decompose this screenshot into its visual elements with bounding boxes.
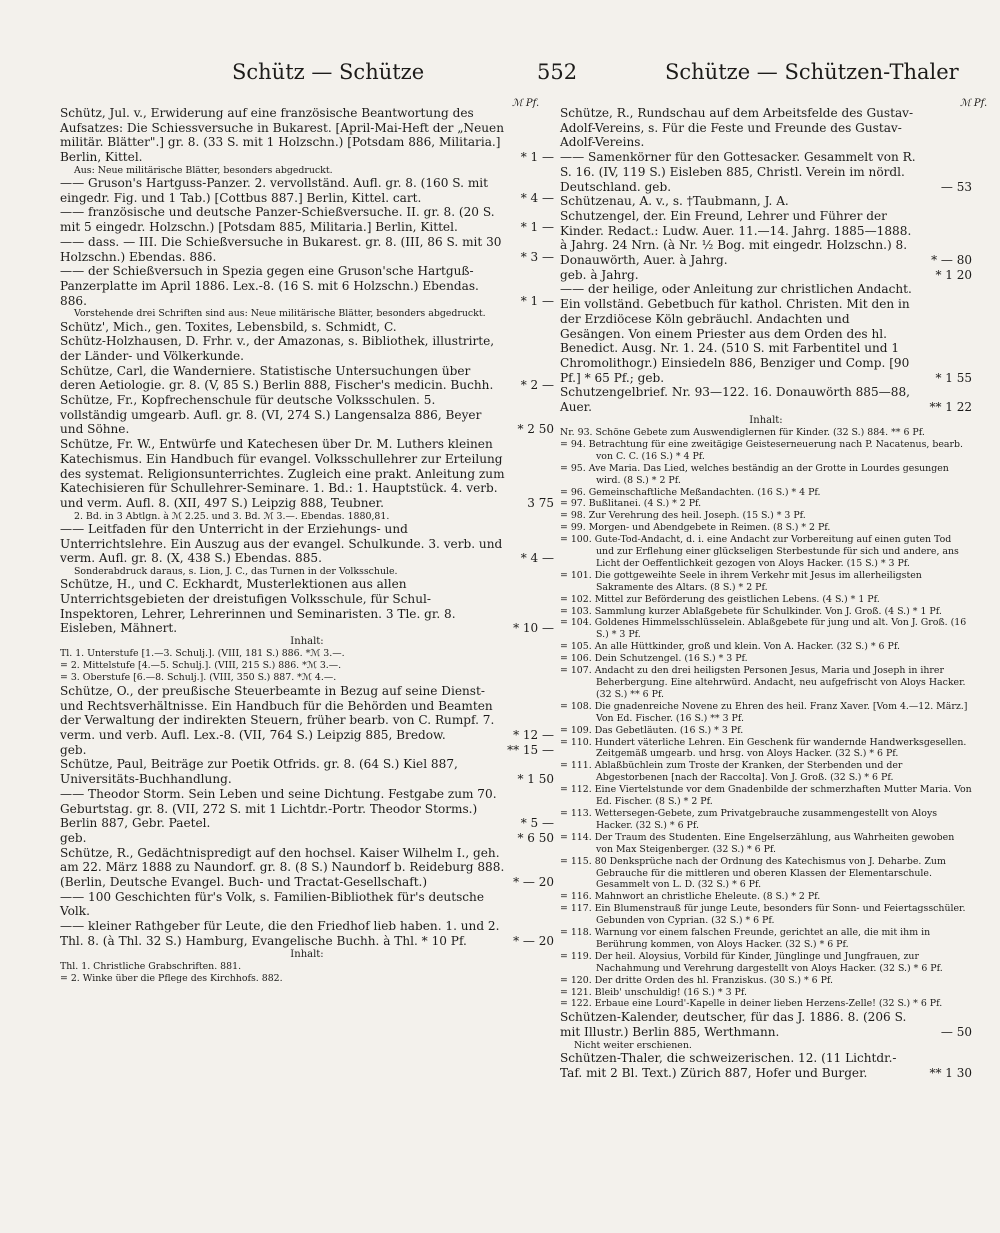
- left-entry: [60, 205, 554, 234]
- entry-text: —— Leitfaden für den Unterricht in der Erziehungs- und Unterrichtslehre. Ein Auszug aus der evangel. Schulkunde. 3. verb. und verm. Aufl. gr. 8. (X, 438 S.) Ebendas. 885.: [60, 521, 503, 566]
- entry-text: Schütz-Holzhausen, D. Frhr. v., der Amazonas, s. Bibliothek, illustrirte, der Länder- und Völkerkunde.: [60, 334, 495, 363]
- right-contents-item: = 112. Eine Viertelstunde vor dem Gnadenbilde der schmerzhaften Mutter Maria. Von Ed. Fischer. (8 S.) * 2 Pf.: [560, 784, 972, 808]
- entry-price: * — 20: [513, 933, 554, 948]
- left-entry: [60, 393, 554, 437]
- left-contents-heading: Inhalt:: [290, 636, 324, 648]
- entry-price: — 53: [940, 179, 972, 194]
- left-entry: [60, 846, 554, 890]
- entry-text: Schütze, R., Rundschau auf dem Arbeitsfelde des Gustav-Adolf-Vereins, s. Für die Feste und Freunde des Gustav-Adolf-Vereins.: [560, 106, 914, 150]
- entry-price: * — 80: [931, 253, 972, 268]
- left-entry: [60, 757, 554, 786]
- right-contents-item: = 102. Mittel zur Beförderung des geistlichen Lebens. (4 S.) * 1 Pf.: [560, 593, 880, 605]
- entry-price: * 12 —: [513, 728, 554, 743]
- left-entry: [60, 320, 554, 335]
- entry-text: Schutzengelbrief. Nr. 93—122. 16. Donauwörth 885—88, Auer.: [560, 385, 910, 415]
- left-entry: [60, 787, 554, 831]
- right-contents-item: = 107. Andacht zu den drei heiligsten Personen Jesus, Maria und Joseph in ihrer Beherbergung. Eine altehrwürd. Andacht, neu aufgefrischt von Aloys Hacker. (32 S.) ** 6 Pf.: [560, 665, 966, 700]
- right-entry: [560, 1051, 972, 1080]
- left-entry: [60, 106, 554, 165]
- entry-price: * 2 50: [517, 422, 554, 437]
- right-contents-item: = 97. Bußlitanei. (4 S.) * 2 Pf.: [560, 498, 702, 510]
- right-contents-item: = 105. An alle Hüttkinder, groß und klein. Von A. Hacker. (32 S.) * 6 Pf.: [560, 641, 900, 653]
- entry-price: * 4 —: [520, 190, 554, 205]
- entry-text: —— Gruson's Hartguss-Panzer. 2. vervollständ. Aufl. gr. 8. (160 S. mit eingedr. Fig. und 1 Tab.) [Cottbus 887.] Berlin, Kittel. cart.: [60, 176, 489, 205]
- right-contents-item: = 98. Zur Verehrung des heil. Joseph. (15 S.) * 3 Pf.: [560, 510, 806, 522]
- entry-text: Schutzengel, der. Ein Freund, Lehrer und Führer der Kinder. Redact.: Ludw. Auer. 11.—14. Jahrg. 1885—1888. à Jahrg. 24 Nrn. (à Nr. ½ Bog. mit eingedr. Holzschn.) 8. Donauwörth, Auer. à Jahrg.: [560, 208, 912, 268]
- running-head-left: Schütz — Schütze: [232, 60, 425, 84]
- left-entry: [60, 235, 554, 264]
- entry-text: Schütz', Mich., gen. Toxites, Lebensbild, s. Schmidt, C.: [60, 319, 397, 334]
- entry-text: Schütze, Fr. W., Entwürfe und Katechesen über Dr. M. Luthers kleinen Katechismus. Ein Handbuch für evangel. Volksschullehrer zur Erteilung des systemat. Religionsunterrichtes. Zugleich eine prakt. Anleitung zum Katechisieren für Schullehrer-Seminare. 1. Bd.: 1. Hauptstück. 4. verb. und verm. Aufl. 8. (XII, 497 S.) Leipzig 888, Teubner.: [60, 437, 505, 510]
- left-entry: [60, 264, 554, 308]
- entry-text: Schützen-Kalender, deutscher, für das J. 1886. 8. (206 S. mit Illustr.) Berlin 885, Werthmann.: [560, 1010, 907, 1040]
- entry-price: — 50: [940, 1025, 972, 1040]
- entry-text: Schützen-Thaler, die schweizerischen. 12. (11 Lichtdr.-Taf. mit 2 Bl. Text.) Zürich 887, Hofer und Burger.: [560, 1050, 897, 1080]
- right-contents-item: = 115. 80 Denksprüche nach der Ordnung des Katechismus von J. Deharbe. Zum Gebrauche für die mittleren und oberen Klassen der Elementarschule. Gesammelt von L. D. (32 S.) * 6 Pf.: [560, 855, 946, 891]
- entry-price: * 1 —: [520, 150, 554, 165]
- left-contents-item: Tl. 1. Unterstufe [1.—3. Schulj.]. (VIII, 181 S.) 886. *ℳ 3.—.: [60, 648, 345, 660]
- right-entry: [560, 282, 972, 385]
- entry-text: Schütze, R., Gedächtnispredigt auf den hochsel. Kaiser Wilhelm I., geh. am 22. März 1888 zu Naundorf. gr. 8. (8 S.) Naundorf b. Reideburg 888. (Berlin, Deutsche Evangel. Buch- und Tractat-Gesellschaft.): [60, 845, 505, 890]
- entry-price: * 4 —: [520, 551, 554, 566]
- right-contents-item: = 113. Wettersegen-Gebete, zum Privatgebrauche zusammengestellt von Aloys Hacker. (32 S.) * 6 Pf.: [560, 807, 938, 831]
- right-contents-item: = 121. Bleib' unschuldig! (16 S.) * 3 Pf.: [560, 986, 747, 998]
- right-contents-item: = 117. Ein Blumenstrauß für junge Leute, besonders für Sonn- und Feiertagsschüler. Gebunden von Cyprian. (32 S.) * 6 Pf.: [560, 903, 966, 927]
- entry-text: Schütze, O., der preußische Steuerbeamte in Bezug auf seine Dienst- und Rechtsverhältnisse. Ein Handbuch für die Behörden und Beamten der Verwaltung der indirekten Steuern, früher bearb. von C. Rumpf. 7. verm. und verb. Aufl. Lex.-8. (VII, 764 S.) Leipzig 885, Bredow.: [60, 683, 495, 743]
- entry-price: ** 1 22: [929, 400, 972, 415]
- right-contents-item: = 104. Goldenes Himmelsschlüsselein. Ablaßgebete für jung und alt. Von J. Groß. (16 S.) * 3 Pf.: [560, 617, 967, 641]
- right-contents-item: = 111. Ablaßbüchlein zum Troste der Kranken, der Sterbenden und der Abgestorbenen [nach der Raccolta]. Von J. Groß. (32 S.) * 6 Pf.: [560, 760, 903, 784]
- right-entry: [560, 106, 972, 150]
- entry-price: * 10 —: [513, 621, 554, 636]
- left-note: Vorstehende drei Schriften sind aus: Neue militärische Blätter, besonders abgedruckt.: [74, 308, 486, 320]
- right-note: Nicht weiter erschienen.: [574, 1039, 692, 1051]
- right-contents-heading: Inhalt:: [749, 414, 783, 426]
- right-contents-item: = 95. Ave Maria. Das Lied, welches beständig an der Grotte in Lourdes gesungen wird. (8 S.) * 2 Pf.: [560, 462, 949, 486]
- page-number: 552: [537, 60, 578, 84]
- left-note: Aus: Neue militärische Blätter, besonders abgedruckt.: [74, 164, 333, 176]
- right-contents-item: = 103. Sammlung kurzer Ablaßgebete für Schulkinder. Von J. Groß. (4 S.) * 1 Pf.: [560, 605, 942, 617]
- entry-text: Schütze, Carl, die Wanderniere. Statistische Untersuchungen über deren Aetiologie. gr. 8. (V, 85 S.) Berlin 888, Fischer's medicin. Buchh.: [60, 363, 494, 393]
- right-contents-item: = 119. Der heil. Aloysius, Vorbild für Kinder, Jünglinge und Jungfrauen, zur Nachahmung und Verehrung dargestellt von Aloys Hacker. (32 S.) * 6 Pf.: [560, 950, 943, 974]
- entry-text: Schützenau, A. v., s. †Taubmann, J. A.: [560, 194, 789, 209]
- entry-price: * 1 20: [935, 267, 972, 282]
- right-contents-item: = 109. Das Gebetläuten. (16 S.) * 3 Pf.: [560, 724, 744, 736]
- right-contents-item: = 110. Hundert väterliche Lehren. Ein Geschenk für wandernde Handwerksgesellen. Zeitgemäß umgearb. und hrsg. von Aloys Hacker. (32 S.) * 6 Pf.: [560, 736, 967, 760]
- left-entry: [60, 364, 554, 393]
- entry-text: —— dass. — III. Die Schießversuche in Bukarest. gr. 8. (III, 86 S. mit 30 Holzschn.) Ebendas. 886.: [60, 234, 502, 264]
- right-contents-item: = 122. Erbaue eine Lourd'-Kapelle in deiner lieben Herzens-Zelle! (32 S.) * 6 Pf.: [560, 998, 943, 1010]
- right-contents-item: = 108. Die gnadenreiche Novene zu Ehren des heil. Franz Xaver. [Vom 4.—12. März.] Von Ed. Fischer. (16 S.) ** 3 Pf.: [560, 700, 968, 724]
- entry-price: * 3 —: [520, 249, 554, 264]
- left-entry: [60, 919, 554, 948]
- entry-text: —— Samenkörner für den Gottesacker. Gesammelt von R. S. 16. (IV, 119 S.) Eisleben 885, Christl. Verein im nördl. Deutschland. geb.: [560, 150, 916, 194]
- entry-text: Schütz, Jul. v., Erwiderung auf eine französische Beantwortung des Aufsatzes: Die Schiessversuche in Bukarest. [April-Mai-Heft der „Neuen militär. Blätter".] gr. 8. (33 S. mit 1 Holzschn.) [Potsdam 886, Militaria.] Berlin, Kittel.: [60, 106, 505, 165]
- left-contents-item: Thl. 1. Christliche Grabschriften. 881.: [60, 960, 242, 972]
- right-contents-item: = 118. Warnung vor einem falschen Freunde, gerichtet an alle, die mit ihm in Berührung kommen, von Aloys Hacker. (32 S.) * 6 Pf.: [560, 927, 931, 950]
- left-entry: [60, 522, 554, 566]
- left-contents-item: = 2. Mittelstufe [4.—5. Schulj.]. (VIII, 215 S.) 886. *ℳ 3.—.: [60, 660, 342, 672]
- entry-price: ** 1 30: [929, 1065, 972, 1080]
- entry-price: ** 15 —: [507, 742, 554, 757]
- left-contents-item: = 3. Oberstufe [6.—8. Schulj.]. (VIII, 350 S.) 887. *ℳ 4.—.: [60, 672, 337, 684]
- left-entry: [60, 577, 554, 636]
- right-entry: [560, 194, 972, 209]
- running-head-right: Schütze — Schützen-Thaler: [665, 60, 959, 84]
- entry-text: —— der heilige, oder Anleitung zur christlichen Andacht. Ein vollständ. Gebetbuch für kathol. Christen. Mit den in der Erzdiöcese Köln gebräuchl. Andachten und Gesängen. Von einem Priester aus dem Orden des hl. Benedict. Ausg. Nr. 1. 24. (510 S. mit Farbentitel und 1 Chromolithogr.) Einsiedeln 886, Benziger und Comp. [90 Pf.] * 65 Pf.; geb.: [560, 282, 912, 385]
- entry-text: —— Theodor Storm. Sein Leben und seine Dichtung. Festgabe zum 70. Geburtstag. gr. 8. (VII, 272 S. mit 1 Lichtdr.-Portr. Theodor Storms.) Berlin 887, Gebr. Paetel.: [60, 786, 497, 831]
- left-note: Sonderabdruck daraus, s. Lion, J. C., das Turnen in der Volksschule.: [74, 566, 398, 577]
- left-entry: [60, 684, 554, 743]
- right-entry: [560, 1010, 972, 1039]
- left-entry: [60, 334, 554, 363]
- entry-price: * 1 50: [517, 772, 554, 787]
- left-entry: [60, 831, 554, 846]
- entry-price: * 1 55: [935, 370, 972, 385]
- left-entry: [60, 437, 554, 511]
- right-contents-item: Nr. 93. Schöne Gebete zum Auswendiglernen für Kinder. (32 S.) 884. ** 6 Pf.: [560, 426, 925, 438]
- entry-price: * 1 —: [520, 220, 554, 235]
- entry-text: —— der Schießversuch in Spezia gegen eine Gruson'sche Hartguß-Panzerplatte im April 1886. Lex.-8. (16 S. mit 6 Holzschn.) Ebendas. 886.: [60, 264, 479, 308]
- entry-text: geb.: [60, 742, 87, 757]
- left-note: 2. Bd. in 3 Abtlgn. à ℳ 2.25. und 3. Bd. ℳ 3.—. Ebendas. 1880,81.: [74, 510, 390, 522]
- left-contents-item: = 2. Winke über die Pflege des Kirchhofs. 882.: [60, 972, 283, 984]
- left-contents-heading: Inhalt:: [290, 948, 324, 960]
- right-contents-item: = 96. Gemeinschaftliche Meßandachten. (16 S.) * 4 Pf.: [560, 486, 821, 498]
- left-entry: [60, 176, 554, 205]
- price-column-heading-left: ℳ Pf.: [512, 98, 540, 109]
- entry-text: Schütze, H., und C. Eckhardt, Musterlektionen aus allen Unterrichtsgebieten der dreistufigen Volksschule, für Schul-Inspektoren, Lehrer, Lehrerinnen und Seminaristen. 3 Tle. gr. 8. Eisleben, Mähnert.: [60, 577, 456, 636]
- entry-text: geb. à Jahrg.: [560, 267, 639, 282]
- right-contents-item: = 99. Morgen- und Abendgebete in Reimen. (8 S.) * 2 Pf.: [560, 522, 831, 534]
- left-entry: [60, 890, 554, 919]
- entry-text: —— kleiner Rathgeber für Leute, die den Friedhof lieb haben. 1. und 2. Thl. 8. (à Thl. 32 S.) Hamburg, Evangelische Buchh. à Thl. * 10 Pf.: [60, 919, 500, 948]
- right-contents-item: = 116. Mahnwort an christliche Eheleute. (8 S.) * 2 Pf.: [560, 891, 821, 903]
- right-contents-item: = 120. Der dritte Orden des hl. Franziskus. (30 S.) * 6 Pf.: [560, 974, 833, 986]
- entry-price: * — 20: [513, 875, 554, 890]
- right-entry: [560, 268, 972, 283]
- entry-price: * 2 —: [520, 378, 554, 393]
- right-entry: [560, 209, 972, 268]
- entry-text: Schütze, Paul, Beiträge zur Poetik Otfrids. gr. 8. (64 S.) Kiel 887, Universitäts-Buchhandlung.: [60, 757, 458, 787]
- right-column: [560, 106, 972, 1080]
- right-contents-item: = 114. Der Traum des Studenten. Eine Engelserzählung, aus Wahrheiten gewoben von Max Steigenberger. (32 S.) * 6 Pf.: [560, 831, 955, 855]
- right-contents-item: = 101. Die gottgeweihte Seele in ihrem Verkehr mit Jesus im allerheiligsten Sakramente des Altars. (8 S.) * 2 Pf.: [560, 569, 922, 593]
- right-contents-item: = 94. Betrachtung für eine zweitägige Geisteserneuerung nach P. Nacatenus, bearb. von C. C. (16 S.) * 4 Pf.: [560, 438, 963, 462]
- right-entry: [560, 150, 972, 194]
- right-entry: [560, 385, 972, 414]
- entry-text: Schütze, Fr., Kopfrechenschule für deutsche Volksschulen. 5. vollständig umgearb. Aufl. gr. 8. (VI, 274 S.) Langensalza 886, Beyer und Söhne.: [60, 393, 482, 437]
- entry-text: geb.: [60, 830, 87, 845]
- left-column: [60, 106, 554, 985]
- left-entry: [60, 743, 554, 758]
- price-column-heading-right: ℳ Pf.: [960, 98, 988, 109]
- entry-price: * 5 —: [520, 816, 554, 831]
- right-contents-item: = 100. Gute-Tod-Andacht, d. i. eine Andacht zur Vorbereitung auf einen guten Tod und zur Erflehung einer glückseligen Sterbestunde für sich und andere, ans Licht der Oeffentlichkeit gezogen von Aloys Hacker. (15 S.) * 3 Pf.: [560, 534, 959, 569]
- right-contents-item: = 106. Dein Schutzengel. (16 S.) * 3 Pf.: [560, 653, 748, 665]
- entry-price: * 1 —: [520, 293, 554, 308]
- entry-price: * 6 50: [517, 830, 554, 845]
- entry-text: —— 100 Geschichten für's Volk, s. Familien-Bibliothek für's deutsche Volk.: [60, 889, 485, 919]
- entry-price: 3 75: [527, 495, 554, 510]
- entry-text: —— französische und deutsche Panzer-Schießversuche. II. gr. 8. (20 S. mit 5 eingedr. Holzschn.) [Potsdam 885, Militaria.] Berlin, Kittel.: [60, 205, 495, 235]
